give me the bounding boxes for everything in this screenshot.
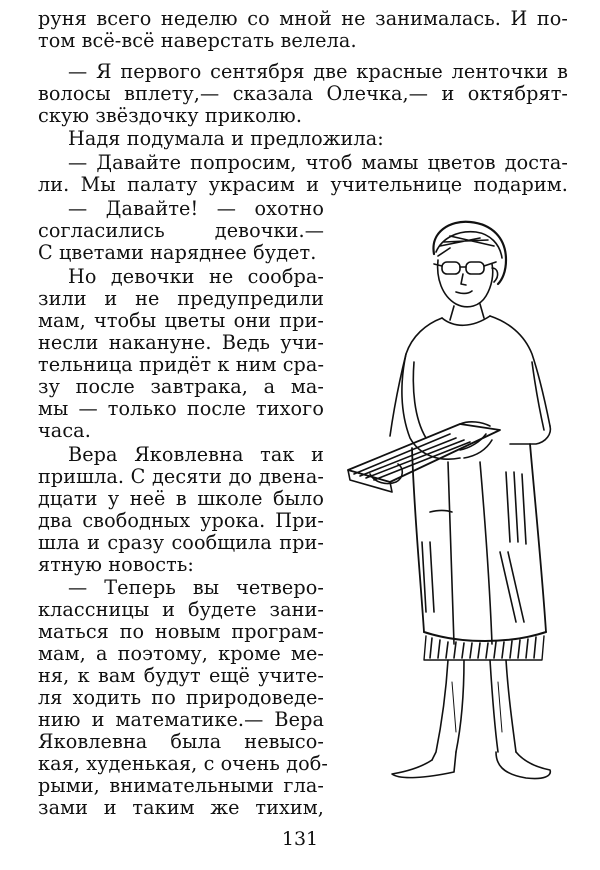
text-line-22: дцати у неё в школе было — [38, 487, 324, 510]
teacher-illustration — [330, 212, 570, 812]
text-line-19: часа. — [38, 419, 91, 442]
text-line-9: — Давайте! — охотно — [68, 197, 324, 220]
text-line-25: ятную новость: — [38, 553, 194, 576]
text-line-35: рыми, внимательными гла- — [38, 774, 324, 797]
text-line-12: Но девочки не сообра- — [68, 265, 324, 288]
text-line-20: Вера Яковлевна так и — [68, 443, 324, 466]
text-line-8: ли. Мы палату украсим и учительнице подарим. — [38, 173, 568, 196]
text-line-26: — Теперь вы четверо- — [68, 576, 324, 599]
text-line-15: несли накануне. Ведь учи- — [38, 331, 324, 354]
text-line-31: ля ходить по природоведе- — [38, 686, 324, 709]
text-line-34: кая, худенькая, с очень доб- — [38, 752, 328, 775]
text-line-24: шла и сразу сообщила при- — [38, 531, 324, 554]
text-line-30: ня, к вам будут ещё учите- — [38, 664, 324, 687]
text-line-23: два свободных урока. При- — [38, 509, 324, 532]
page-number: 131 — [281, 828, 319, 850]
text-line-11: С цветами наряднее будет. — [38, 241, 317, 264]
text-line-27: классницы и будете зани- — [38, 598, 324, 621]
text-line-13: зили и не предупредили — [38, 287, 324, 310]
text-line-18: мы — только после тихого — [38, 397, 324, 420]
text-line-21: пришла. С десяти до двена- — [38, 465, 324, 488]
text-line-17: зу после завтрака, а ма- — [38, 375, 324, 398]
text-line-4: волосы вплету,— сказала Олечка,— и октябрят- — [38, 82, 568, 105]
text-line-2: том всё-всё наверстать велела. — [38, 29, 357, 52]
text-line-7: — Давайте попросим, чтоб мамы цветов доста- — [68, 151, 568, 174]
text-line-3: — Я первого сентября две красные ленточки в — [68, 60, 568, 83]
text-line-14: мам, чтобы цветы они при- — [38, 309, 324, 332]
text-line-6: Надя подумала и предложила: — [68, 127, 384, 150]
text-line-36: зами и таким же тихим, — [38, 796, 324, 819]
text-line-5: скую звёздочку приколю. — [38, 104, 303, 127]
text-line-1: руня всего неделю со мной не занималась. И по- — [38, 7, 568, 30]
text-line-33: Яковлевна была невысо- — [38, 730, 324, 753]
text-line-16: тельница придёт к ним сра- — [38, 353, 325, 376]
text-line-10: согласились девочки.— — [38, 219, 324, 242]
text-line-29: мам, а поэтому, кроме ме- — [38, 642, 324, 665]
text-line-32: нию и математике.— Вера — [38, 708, 324, 731]
text-line-28: маться по новым програм- — [38, 620, 324, 643]
